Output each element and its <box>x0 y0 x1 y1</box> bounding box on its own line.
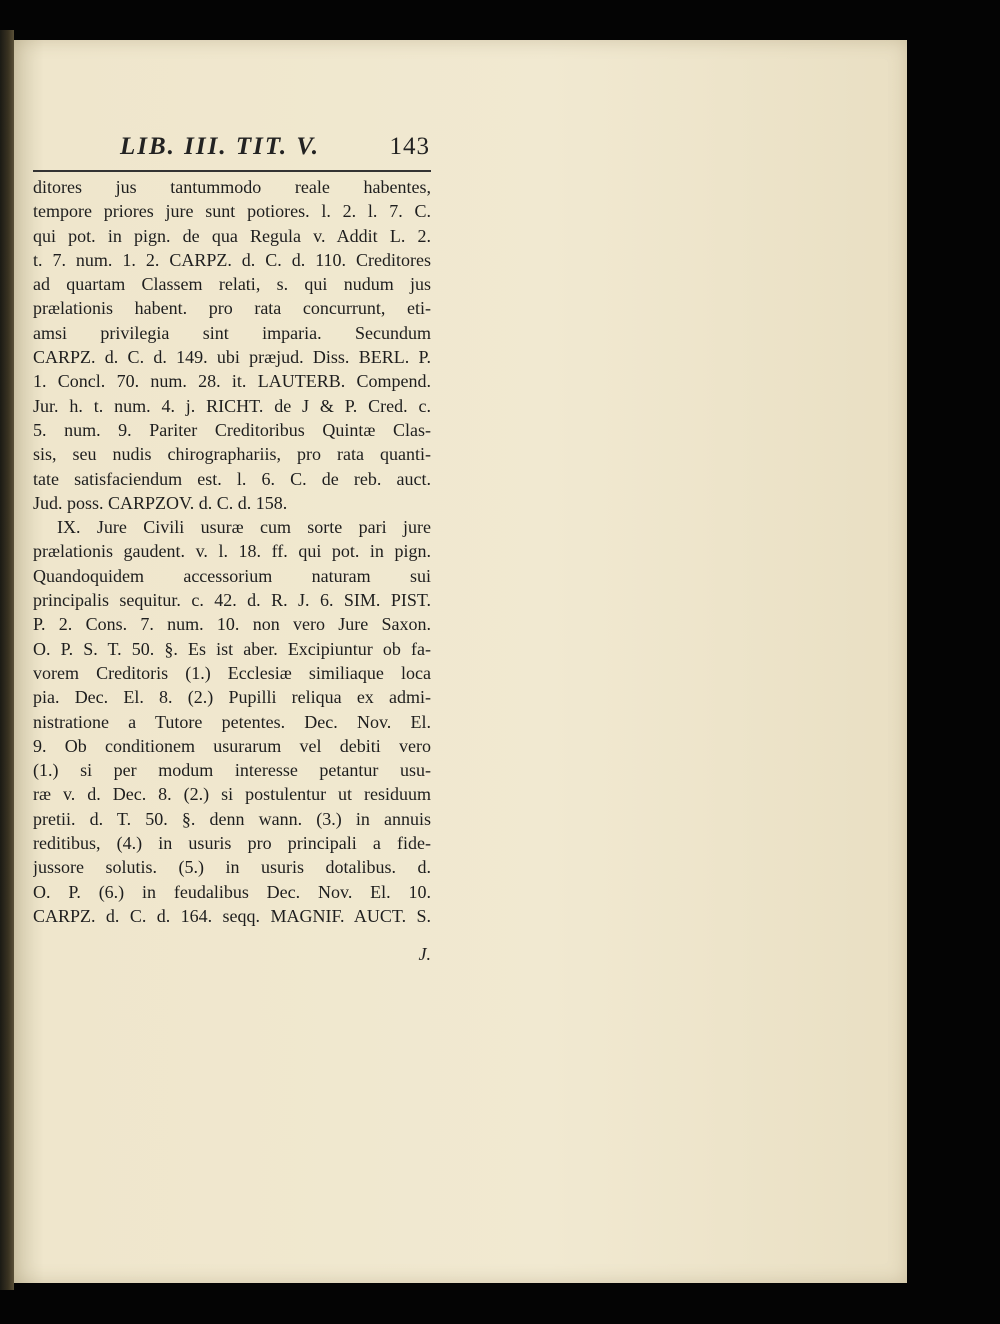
text-line: vorem Creditoris (1.) Ecclesiæ similiaque loca <box>33 662 431 683</box>
text-line: 9. Ob conditionem usurarum vel debiti vero <box>33 735 431 756</box>
text-line: reditibus, (4.) in usuris pro principali a fide- <box>33 833 431 854</box>
text-line: jussore solutis. (5.) in usuris dotalibus. d. <box>33 857 431 878</box>
text-line: Jud. poss. CARPZOV. d. C. d. 158. <box>33 492 288 513</box>
running-title: LIB. III. TIT. V. <box>120 133 321 160</box>
text-line: tempore priores jure sunt potiores. l. 2. l. 7. C. <box>33 201 431 222</box>
text-line: principalis sequitur. c. 42. d. R. J. 6. SIM. PIST. <box>33 590 431 611</box>
text-line: CARPZ. d. C. d. 164. seqq. MAGNIF. AUCT. S. <box>33 905 431 926</box>
text-line: pretii. d. T. 50. §. denn wann. (3.) in annuis <box>33 808 431 829</box>
text-line: qui pot. in pign. de qua Regula v. Addit L. 2. <box>33 225 431 246</box>
text-line: IX. Jure Civili usuræ cum sorte pari jure <box>57 517 431 538</box>
text-line: 5. num. 9. Pariter Creditoribus Quintæ Clas- <box>33 419 431 440</box>
text-line: t. 7. num. 1. 2. CARPZ. d. C. d. 110. Creditores <box>33 249 431 270</box>
text-line: O. P. S. T. 50. §. Es ist aber. Excipiuntur ob fa- <box>33 638 431 659</box>
text-line: ad quartam Classem relati, s. qui nudum jus <box>33 274 431 295</box>
text-line: nistratione a Tutore petentes. Dec. Nov. El. <box>33 711 431 732</box>
page-number: 143 <box>389 133 430 160</box>
text-line: O. P. (6.) in feudalibus Dec. Nov. El. 10. <box>33 881 431 902</box>
text-line: pia. Dec. El. 8. (2.) Pupilli reliqua ex admi- <box>33 687 431 708</box>
text-line: CARPZ. d. C. d. 149. ubi præjud. Diss. BERL. P. <box>33 347 431 368</box>
text-line: P. 2. Cons. 7. num. 10. non vero Jure Saxon. <box>33 614 431 635</box>
header-rule <box>33 170 431 172</box>
body-text <box>33 175 431 928</box>
text-line: Jur. h. t. num. 4. j. RICHT. de J & P. Cred. c. <box>33 395 431 416</box>
text-line: (1.) si per modum interesse petantur usu- <box>33 760 431 781</box>
book-spine-edge <box>0 30 14 1290</box>
text-line: Quandoquidem accessorium naturam sui <box>33 565 431 586</box>
text-line: amsi privilegia sint imparia. Secundum <box>33 322 431 343</box>
text-line: ditores jus tantummodo reale habentes, <box>33 177 431 197</box>
text-line: prælationis habent. pro rata concurrunt, eti- <box>33 298 431 319</box>
text-line: ræ v. d. Dec. 8. (2.) si postulentur ut residuum <box>33 784 431 805</box>
text-line: tate satisfaciendum est. l. 6. C. de reb. auct. <box>33 468 431 489</box>
running-header <box>120 133 430 167</box>
text-line: sis, seu nudis chirographariis, pro rata quanti- <box>33 444 431 465</box>
catchword: J. <box>418 944 431 964</box>
text-line: 1. Concl. 70. num. 28. it. LAUTERB. Compend. <box>33 371 431 392</box>
text-line: prælationis gaudent. v. l. 18. ff. qui pot. in pign. <box>33 541 431 562</box>
